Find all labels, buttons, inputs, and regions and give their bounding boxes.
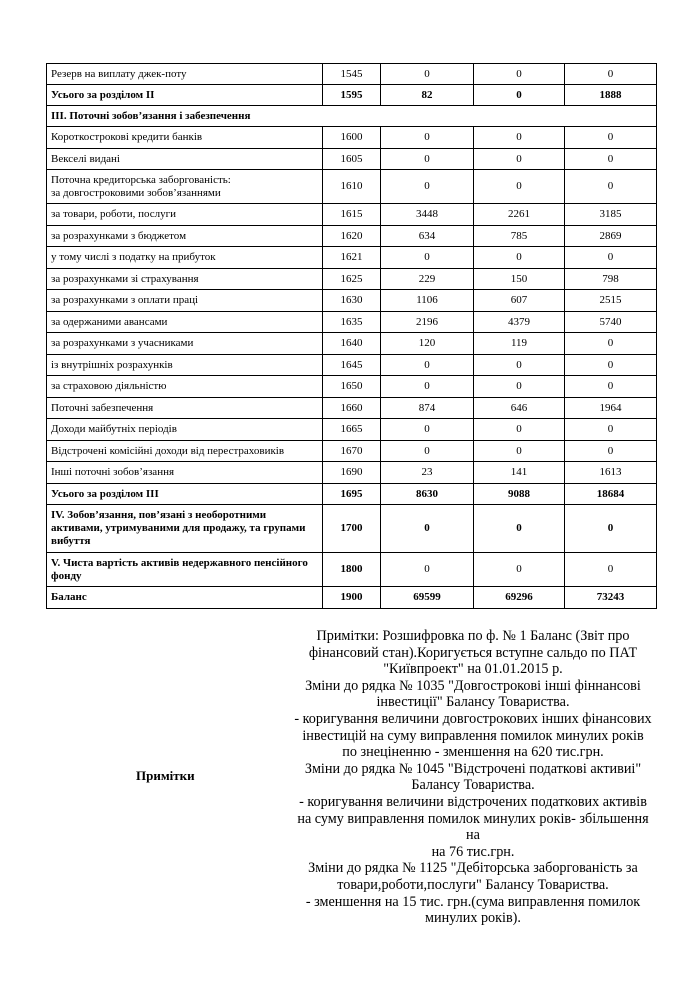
row-value-2: 0 bbox=[474, 376, 565, 398]
row-value-1: 120 bbox=[381, 333, 474, 355]
table-row bbox=[47, 553, 657, 587]
balance-table-body bbox=[47, 64, 657, 609]
row-label: за розрахунками з оплати праці bbox=[47, 290, 323, 312]
row-code: 1700 bbox=[323, 505, 381, 553]
row-label: Резерв на виплату джек-поту bbox=[47, 64, 323, 85]
section-header-row bbox=[47, 106, 657, 127]
row-value-1: 1106 bbox=[381, 290, 474, 312]
table-row bbox=[47, 587, 657, 609]
table-row bbox=[47, 85, 657, 106]
row-value-3: 0 bbox=[565, 355, 657, 376]
row-value-1: 0 bbox=[381, 247, 474, 269]
row-value-3: 0 bbox=[565, 149, 657, 170]
row-value-2: 0 bbox=[474, 441, 565, 462]
table-row bbox=[47, 64, 657, 85]
notes-line: - коригування величини довгострокових інших фінансових bbox=[294, 710, 652, 727]
row-label: за товари, роботи, послуги bbox=[47, 204, 323, 226]
row-value-1: 3448 bbox=[381, 204, 474, 226]
row-value-1: 229 bbox=[381, 269, 474, 290]
notes-line: - коригування величини відстрочених податкових активів bbox=[299, 793, 647, 810]
row-code: 1595 bbox=[323, 85, 381, 106]
row-value-2: 9088 bbox=[474, 484, 565, 505]
notes-text bbox=[290, 628, 656, 927]
notes-line: "Київпроект" на 01.01.2015 р. bbox=[383, 661, 563, 678]
row-value-2: 150 bbox=[474, 269, 565, 290]
table-row bbox=[47, 441, 657, 462]
row-value-3: 73243 bbox=[565, 587, 657, 609]
notes-line: - зменшення на 15 тис. грн.(сума виправлення помилок bbox=[305, 893, 641, 910]
row-value-1: 0 bbox=[381, 170, 474, 204]
table-row bbox=[47, 269, 657, 290]
notes-line: минулих років). bbox=[425, 910, 521, 927]
row-value-3: 0 bbox=[565, 376, 657, 398]
row-value-2: 0 bbox=[474, 170, 565, 204]
row-code: 1665 bbox=[323, 419, 381, 441]
row-code: 1650 bbox=[323, 376, 381, 398]
row-value-3: 0 bbox=[565, 441, 657, 462]
row-label: Короткострокові кредити банків bbox=[47, 127, 323, 149]
notes-line: Зміни до рядка № 1035 "Довгострокові інші фіннансові bbox=[305, 677, 641, 694]
row-code: 1660 bbox=[323, 398, 381, 419]
section-title: III. Поточні зобов’язання і забезпечення bbox=[47, 106, 657, 127]
row-value-1: 0 bbox=[381, 64, 474, 85]
table-row bbox=[47, 398, 657, 419]
row-value-2: 0 bbox=[474, 85, 565, 106]
row-code: 1645 bbox=[323, 355, 381, 376]
row-value-1: 0 bbox=[381, 441, 474, 462]
row-value-1: 0 bbox=[381, 419, 474, 441]
row-label: ІV. Зобов’язання, пов’язані з необоротними активами, утримуваними для продажу, та групами вибуття bbox=[47, 505, 323, 553]
row-value-2: 0 bbox=[474, 355, 565, 376]
row-label: Поточна кредиторська заборгованість: за довгостроковими зобов’язаннями bbox=[47, 170, 323, 204]
notes-line: по знеціненню - зменшення на 620 тис.грн. bbox=[342, 744, 604, 761]
row-value-1: 0 bbox=[381, 505, 474, 553]
row-value-1: 0 bbox=[381, 355, 474, 376]
row-code: 1545 bbox=[323, 64, 381, 85]
table-row bbox=[47, 226, 657, 247]
row-value-2: 119 bbox=[474, 333, 565, 355]
table-row bbox=[47, 484, 657, 505]
balance-table bbox=[46, 63, 657, 609]
row-value-3: 18684 bbox=[565, 484, 657, 505]
row-code: 1625 bbox=[323, 269, 381, 290]
row-value-3: 1613 bbox=[565, 462, 657, 484]
row-label: Векселі видані bbox=[47, 149, 323, 170]
notes-line: на 76 тис.грн. bbox=[431, 843, 515, 860]
notes-line: Зміни до рядка № 1125 "Дебіторська заборгованість за bbox=[308, 860, 638, 877]
row-value-2: 0 bbox=[474, 127, 565, 149]
row-code: 1695 bbox=[323, 484, 381, 505]
row-label: за розрахунками з бюджетом bbox=[47, 226, 323, 247]
row-value-2: 646 bbox=[474, 398, 565, 419]
row-code: 1690 bbox=[323, 462, 381, 484]
row-code: 1620 bbox=[323, 226, 381, 247]
row-code: 1600 bbox=[323, 127, 381, 149]
table-row bbox=[47, 127, 657, 149]
notes-label: Примітки bbox=[136, 768, 195, 783]
table-row bbox=[47, 149, 657, 170]
row-value-2: 141 bbox=[474, 462, 565, 484]
row-label: за розрахунками зі страхування bbox=[47, 269, 323, 290]
row-code: 1610 bbox=[323, 170, 381, 204]
row-label: Усього за розділом IІІ bbox=[47, 484, 323, 505]
notes-line: Зміни до рядка № 1045 "Відстрочені податкові активиі" bbox=[304, 760, 642, 777]
notes-line: Балансу Товариства. bbox=[411, 777, 535, 794]
table-row bbox=[47, 505, 657, 553]
row-value-3: 0 bbox=[565, 333, 657, 355]
notes-line: інвестицій на суму виправлення помилок минулих років bbox=[302, 727, 644, 744]
table-row bbox=[47, 333, 657, 355]
row-value-2: 0 bbox=[474, 247, 565, 269]
table-row bbox=[47, 204, 657, 226]
row-code: 1615 bbox=[323, 204, 381, 226]
row-value-2: 0 bbox=[474, 64, 565, 85]
row-value-1: 0 bbox=[381, 127, 474, 149]
row-code: 1605 bbox=[323, 149, 381, 170]
row-value-3: 0 bbox=[565, 170, 657, 204]
table-row bbox=[47, 170, 657, 204]
row-label: за страховою діяльністю bbox=[47, 376, 323, 398]
row-value-1: 23 bbox=[381, 462, 474, 484]
row-value-3: 1888 bbox=[565, 85, 657, 106]
row-value-2: 0 bbox=[474, 149, 565, 170]
row-value-3: 2869 bbox=[565, 226, 657, 247]
row-code: 1670 bbox=[323, 441, 381, 462]
notes-line: Примітки: Розшифровка по ф. № 1 Баланс (Звіт про bbox=[316, 628, 630, 644]
row-value-2: 4379 bbox=[474, 312, 565, 333]
table-row bbox=[47, 376, 657, 398]
row-value-2: 0 bbox=[474, 505, 565, 553]
row-code: 1630 bbox=[323, 290, 381, 312]
row-label: Доходи майбутніх періодів bbox=[47, 419, 323, 441]
notes-line: інвестиції" Балансу Товариства. bbox=[376, 694, 570, 711]
table-row bbox=[47, 247, 657, 269]
row-value-1: 8630 bbox=[381, 484, 474, 505]
row-code: 1640 bbox=[323, 333, 381, 355]
row-code: 1635 bbox=[323, 312, 381, 333]
row-value-1: 0 bbox=[381, 376, 474, 398]
row-value-1: 69599 bbox=[381, 587, 474, 609]
row-label: Поточні забезпечення bbox=[47, 398, 323, 419]
table-row bbox=[47, 312, 657, 333]
row-value-1: 634 bbox=[381, 226, 474, 247]
row-label: із внутрішніх розрахунків bbox=[47, 355, 323, 376]
row-value-2: 69296 bbox=[474, 587, 565, 609]
notes-line: на bbox=[466, 827, 480, 844]
row-value-3: 0 bbox=[565, 553, 657, 587]
table-row bbox=[47, 419, 657, 441]
row-value-2: 0 bbox=[474, 419, 565, 441]
row-label: за розрахунками з учасниками bbox=[47, 333, 323, 355]
row-code: 1621 bbox=[323, 247, 381, 269]
row-label: Інші поточні зобов’язання bbox=[47, 462, 323, 484]
notes-line: товари,роботи,послуги" Балансу Товариства. bbox=[337, 876, 609, 893]
table-row bbox=[47, 290, 657, 312]
row-value-3: 2515 bbox=[565, 290, 657, 312]
row-code: 1900 bbox=[323, 587, 381, 609]
row-label: у тому числі з податку на прибуток bbox=[47, 247, 323, 269]
row-label: Відстрочені комісійні доходи від перестраховиків bbox=[47, 441, 323, 462]
row-label: Усього за розділом II bbox=[47, 85, 323, 106]
row-label: Баланс bbox=[47, 587, 323, 609]
row-value-3: 0 bbox=[565, 127, 657, 149]
row-value-1: 82 bbox=[381, 85, 474, 106]
table-row bbox=[47, 462, 657, 484]
row-value-3: 1964 bbox=[565, 398, 657, 419]
row-value-1: 0 bbox=[381, 149, 474, 170]
row-label: за одержаними авансами bbox=[47, 312, 323, 333]
row-code: 1800 bbox=[323, 553, 381, 587]
row-value-3: 0 bbox=[565, 419, 657, 441]
row-value-2: 2261 bbox=[474, 204, 565, 226]
row-value-2: 607 bbox=[474, 290, 565, 312]
row-value-3: 5740 bbox=[565, 312, 657, 333]
notes-line: на суму виправлення помилок минулих років- збільшення bbox=[297, 810, 649, 827]
notes-line: фінансовий стан).Коригується вступне сальдо по ПАТ bbox=[308, 644, 638, 661]
row-value-3: 0 bbox=[565, 505, 657, 553]
row-value-3: 798 bbox=[565, 269, 657, 290]
row-value-2: 785 bbox=[474, 226, 565, 247]
row-value-1: 2196 bbox=[381, 312, 474, 333]
row-value-3: 3185 bbox=[565, 204, 657, 226]
row-label: V. Чиста вартість активів недержавного пенсійного фонду bbox=[47, 553, 323, 587]
row-value-3: 0 bbox=[565, 247, 657, 269]
row-value-1: 0 bbox=[381, 553, 474, 587]
row-value-3: 0 bbox=[565, 64, 657, 85]
row-value-2: 0 bbox=[474, 553, 565, 587]
table-row bbox=[47, 355, 657, 376]
row-value-1: 874 bbox=[381, 398, 474, 419]
